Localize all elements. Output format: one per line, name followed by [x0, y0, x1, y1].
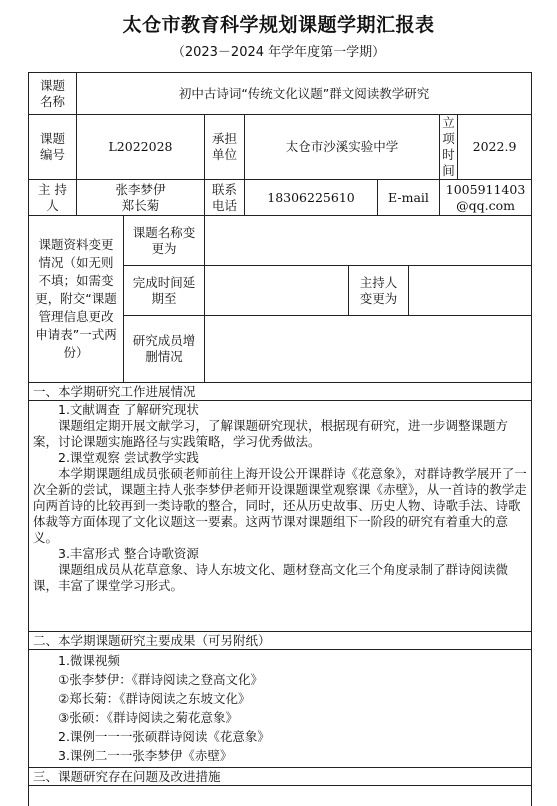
host-label: 主 持 人: [29, 180, 77, 216]
finish-time-value: [205, 266, 349, 316]
email-value: [440, 180, 532, 216]
name-change-value: [205, 216, 532, 266]
achievement-item: ②郑长菊：《群诗阅读之东坡文化》: [58, 691, 251, 706]
section1-body: [29, 401, 532, 632]
section1-sub-3: 3.丰富形式 整合诗歌资源: [58, 546, 199, 561]
achievement-item: 2.课例一一一张硕群诗阅读《花意象》: [58, 729, 270, 744]
code-value: L2022028: [77, 115, 205, 180]
section1-sub-1: 1.文献调查 了解研究现状: [58, 402, 199, 417]
report-subtitle: （2023－2024 年学年度第一学期）: [171, 45, 386, 60]
phone-label: 联系电话: [205, 180, 245, 216]
section1-body-row: [29, 401, 532, 632]
topic-label: 课题名称: [29, 73, 77, 115]
achievement-item: 3.课例二一一张李梦伊《赤壁》: [58, 748, 233, 763]
host-change-value: [409, 266, 532, 316]
members-label: 研究成员增删情况: [124, 316, 205, 383]
code-row: [29, 115, 532, 180]
achievement-item: ③张硕：《群诗阅读之菊花意象》: [58, 710, 238, 725]
section1-para-1: 课题组定期开展文献学习，了解课题研究现状，根据现有研究，进一步调整课题方案，讨论课题实施路径与实践策略，学习优秀做法。: [33, 418, 509, 449]
section1-heading-row: [29, 383, 532, 401]
achievement-item: 1.微课视频: [58, 653, 120, 668]
section1-para-3: 课题组成员从花草意象、诗人东坡文化、题材登高文化三个角度录制了群诗阅读微课，丰富了课堂学习形式。: [33, 562, 509, 593]
undertaker-label: 承担单位: [205, 115, 245, 180]
undertaker-value: 太仓市沙溪实验中学: [245, 115, 440, 180]
section1-sub-2: 2.课堂观察 尝试教学实践: [58, 450, 199, 465]
section1-para-2: 本学期课题组成员张硕老师前往上海开设公开课群诗《花意象》，对群诗教学展开了一次全新的尝试，课题主持人张李梦伊老师开设课题课堂观察课《赤壁》，从一首诗的教学走向两首诗的比较再到一类诗歌的整合，同时，还从历史故事、历史人物、诗歌手法、诗歌体裁等方面体现了文化议题这一要素。这两节课对课题组下一阶段的研究有着重大的意义。: [33, 466, 527, 545]
change-side-label: 课题资料变更情况（如无则不填；如需变更，附交“课题管理信息更改申请表”一式两份）: [29, 216, 124, 383]
achievement-item: ①张李梦伊：《群诗阅读之登高文化》: [58, 672, 263, 687]
host-name-2: 郑长菊: [121, 197, 160, 213]
topic-value: 初中古诗词“传统文化议题”群文阅读教学研究: [77, 73, 532, 115]
section2-body: [29, 650, 532, 768]
host-row: [29, 180, 532, 216]
section3-heading-row: [29, 768, 532, 786]
section2-heading-row: [29, 632, 532, 650]
phone-value: 18306225610: [245, 180, 378, 216]
section3-body-row: [29, 786, 532, 806]
change-row-1: [29, 216, 532, 266]
report-title: 太仓市教育科学规划课题学期汇报表: [122, 14, 435, 36]
report-table: [28, 72, 532, 806]
host-name-1: 张李梦伊: [115, 181, 166, 197]
host-value: [77, 180, 205, 216]
section2-heading: 二、本学期课题研究主要成果（可另附纸）: [29, 632, 532, 650]
approval-value: 2022.9: [458, 115, 532, 180]
members-value: [205, 316, 532, 383]
host-change-label: 主持人变更为: [349, 266, 409, 316]
topic-row: [29, 73, 532, 115]
section3-heading: 三、课题研究存在问题及改进措施: [29, 768, 532, 786]
section1-heading: 一、本学期研究工作进展情况: [29, 383, 532, 401]
approval-label: 立项时间: [440, 115, 458, 180]
email-line-1: 1005911403: [445, 181, 526, 197]
finish-time-label: 完成时间延期至: [124, 266, 205, 316]
email-line-2: @qq.com: [456, 197, 515, 213]
section2-body-row: [29, 650, 532, 768]
name-change-label: 课题名称变更为: [124, 216, 205, 266]
section3-body: [29, 786, 532, 806]
email-label: E-mail: [378, 180, 440, 216]
code-label: 课题编号: [29, 115, 77, 180]
